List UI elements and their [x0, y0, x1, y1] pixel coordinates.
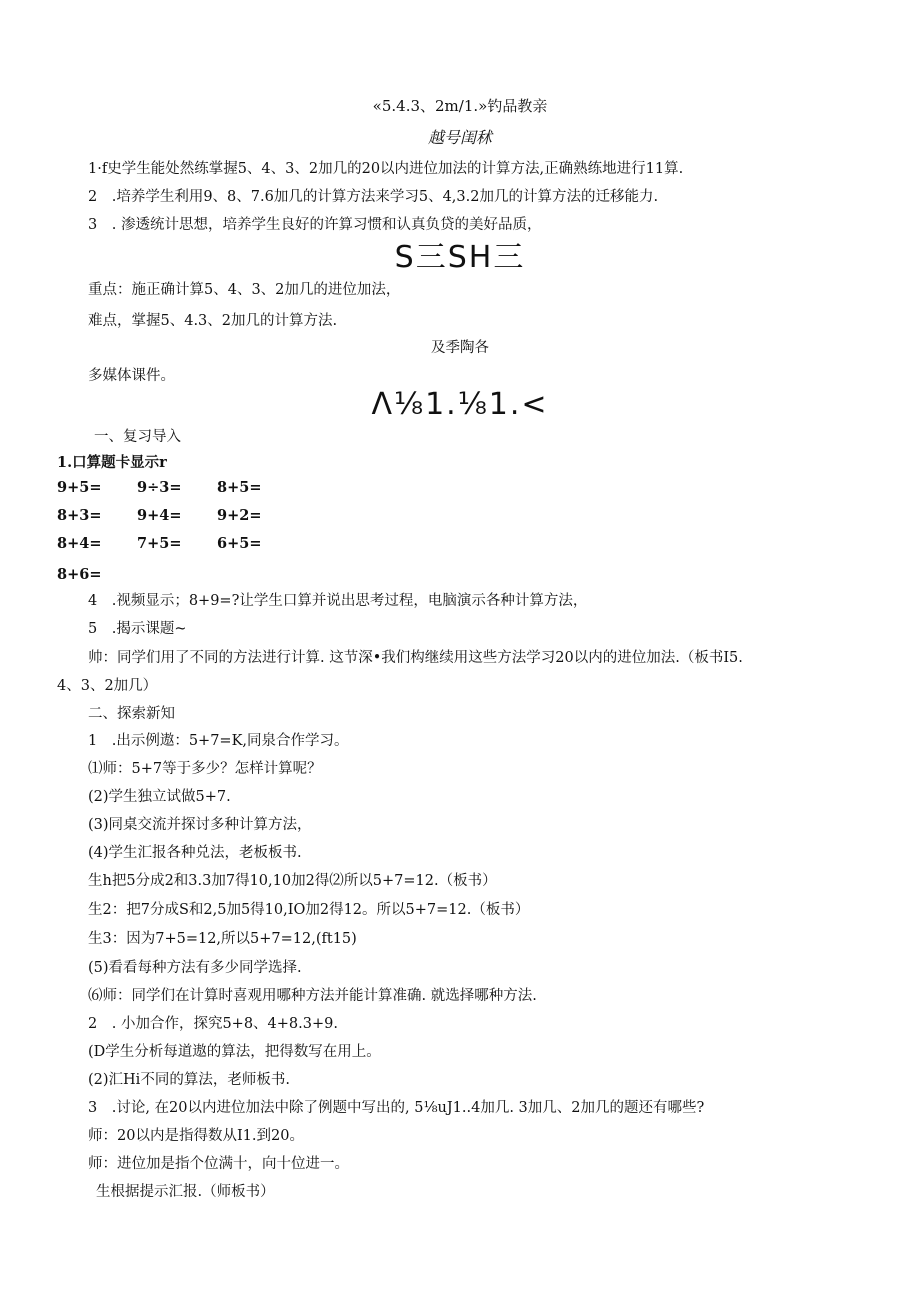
section-2-line: (2)汇Hi不同的算法，老师板书.	[88, 1072, 290, 1088]
heading-preparation: 及季陶各	[431, 340, 489, 356]
equation: 6+5=	[217, 535, 262, 552]
equation: 8+6=	[57, 566, 102, 583]
section-2-line: 3 .讨论, 在20以内进位加法中除了例题中写出的, 5⅛uJ1..4加几. 3加几、2加几的题还有哪些?	[88, 1100, 705, 1116]
heading-key-points: S三SH三	[394, 240, 526, 275]
section-2-line: 1 .出示例遨：5+7=K,同泉合作学习。	[88, 733, 349, 749]
section-2-line: ⑹师：同学们在计算时喜观用哪种方法并能计算准确. 就选择哪种方法.	[88, 988, 537, 1004]
section-1-item-4: 4 .视频显示；8+9=?让学生口算并说出思考过程，电脑演示各种计算方法，	[88, 593, 588, 609]
section-2-line: 师：进位加是指个位满十，向十位进一。	[88, 1156, 349, 1172]
section-2-line: (2)学生独立试做5+7.	[88, 789, 231, 805]
document-subtitle: 越号闺秫	[427, 128, 492, 147]
section-2-line: (3)同桌交流并探讨多种计算方法，	[88, 817, 312, 833]
section-2-line: (D学生分析每道遨的算法，把得数写在用上。	[88, 1044, 381, 1060]
equation: 9+2=	[217, 507, 262, 524]
section-2-title: 二、探索新知	[88, 706, 175, 722]
section-2-line: ⑴师：5+7等于多少？怎样计算呢？	[88, 761, 322, 777]
difficult-point: 难点，掌握5、4.3、2加几的计算方法.	[88, 313, 338, 329]
heading-process: Λ⅛1.⅛1.<	[371, 387, 549, 422]
section-2-line: (4)学生汇报各种兑法，老板板书.	[88, 845, 302, 861]
section-2-line: 生3：因为7+5=12,所以5+7=12,(ft15)	[88, 931, 357, 947]
goal-2: 2 .培养学生利用9、8、7.6加几的计算方法来学习5、4,3.2加几的计算方法的迁移能力.	[88, 189, 659, 205]
section-2-line: 生2：把7分成S和2,5加5得10,IO加2得12。所以5+7=12.（板书）	[88, 902, 530, 918]
teacher-statement-line-2: 4、3、2加几）	[57, 678, 158, 694]
document-title: «5.4.3、2m/1.»钓品教亲	[372, 97, 548, 115]
section-2-line: 师：20以内是指得数从I1.到20。	[88, 1128, 304, 1144]
goal-3: 3 . 渗透统计思想，培养学生良好的许算习惯和认真负贷的美好品质，	[88, 217, 542, 233]
section-1-item-1: 1.口算题卡显示r	[57, 454, 167, 471]
section-1-title: 一、复习导入	[94, 429, 181, 445]
preparation-text: 多媒体课件。	[88, 368, 175, 384]
section-2-line: 2 . 小加合作，探究5+8、4+8.3+9.	[88, 1016, 338, 1032]
equation: 8+3=	[57, 507, 102, 524]
equation: 9+5=	[57, 479, 102, 496]
section-1-item-5: 5 .揭示课题~	[88, 621, 187, 637]
goal-1: 1·f史学生能处然练掌握5、4、3、2加几的20以内进位加法的计算方法,正确熟练地进行11算.	[88, 161, 684, 177]
section-2-line: 生根据提示汇报.（师板书）	[96, 1184, 275, 1200]
equation: 9÷3=	[137, 479, 182, 496]
section-2-line: 生h把5分成2和3.3加7得10,10加2得⑵所以5+7=12.（板书）	[88, 873, 497, 889]
equation: 7+5=	[137, 535, 182, 552]
equation: 8+5=	[217, 479, 262, 496]
teacher-statement-line-1: 帅：同学们用了不同的方法进行计算. 这节深•我们构继续用这些方法学习20以内的进位加法.（板书I5.	[88, 650, 743, 666]
key-point: 重点：施正确计算5、4、3、2加几的进位加法，	[88, 282, 401, 298]
equation: 9+4=	[137, 507, 182, 524]
equation: 8+4=	[57, 535, 102, 552]
section-2-line: (5)看看每种方法有多少同学选择.	[88, 960, 302, 976]
